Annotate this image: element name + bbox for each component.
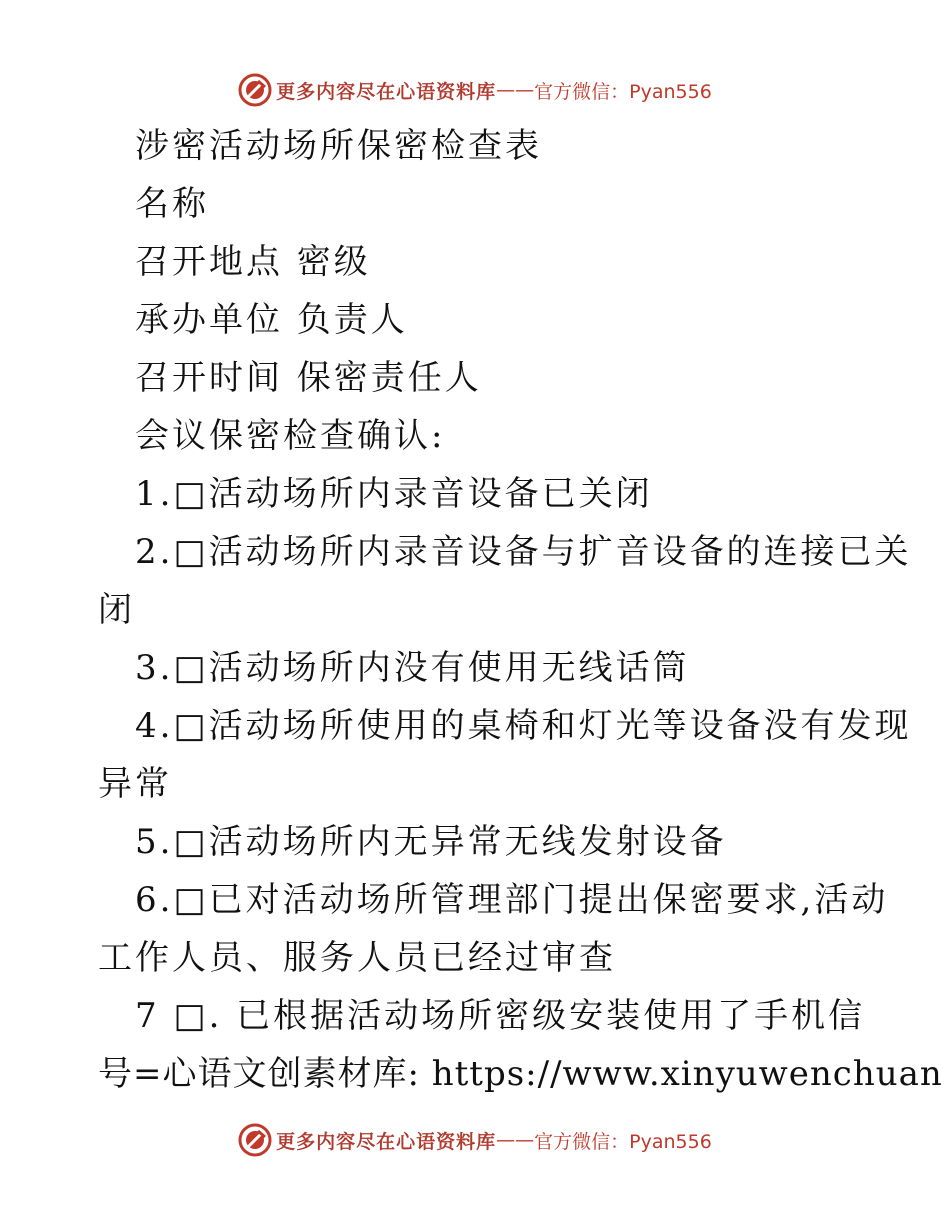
field-organizer-owner: 承办单位 负责人	[135, 300, 408, 340]
checklist-item-continued: 闭	[98, 590, 135, 630]
watermark-footer	[0, 1120, 950, 1160]
watermark-header	[0, 70, 950, 110]
document-title: 涉密活动场所保密检查表	[135, 126, 542, 166]
watermark-main-text: 更多内容尽在心语资料库	[276, 1130, 497, 1153]
checklist-item: 5.□活动场所内无异常无线发射设备	[135, 822, 727, 862]
checklist-item: 1.□活动场所内录音设备已关闭	[135, 474, 653, 514]
logo-icon	[238, 73, 272, 107]
watermark-sub-text: 官方微信：Pyan556	[534, 1130, 712, 1153]
section-heading: 会议保密检查确认:	[135, 416, 446, 456]
checklist-item: 4.□活动场所使用的桌椅和灯光等设备没有发现	[135, 706, 912, 746]
checklist-item-continued: 号=心语文创素材库: https://www.xinyuwenchuan	[98, 1054, 943, 1094]
field-name: 名称	[135, 184, 209, 224]
checklist-item: 6.□已对活动场所管理部门提出保密要求,活动	[135, 880, 889, 920]
checklist-item: 7 □. 已根据活动场所密级安装使用了手机信	[135, 996, 866, 1036]
checklist-item: 2.□活动场所内录音设备与扩音设备的连接已关	[135, 532, 912, 572]
checklist-item: 3.□活动场所内没有使用无线话筒	[135, 648, 690, 688]
watermark-sub-text: 官方微信：Pyan556	[534, 80, 712, 103]
watermark-dash: ——	[496, 1129, 535, 1151]
logo-icon	[238, 1123, 272, 1157]
field-time-responsible: 召开时间 保密责任人	[135, 358, 482, 398]
checklist-item-continued: 异常	[98, 764, 172, 804]
watermark-dash: ——	[496, 79, 535, 101]
field-location-level: 召开地点 密级	[135, 242, 371, 282]
watermark-main-text: 更多内容尽在心语资料库	[276, 80, 497, 103]
checklist-item-continued: 工作人员、服务人员已经过审查	[98, 938, 616, 978]
